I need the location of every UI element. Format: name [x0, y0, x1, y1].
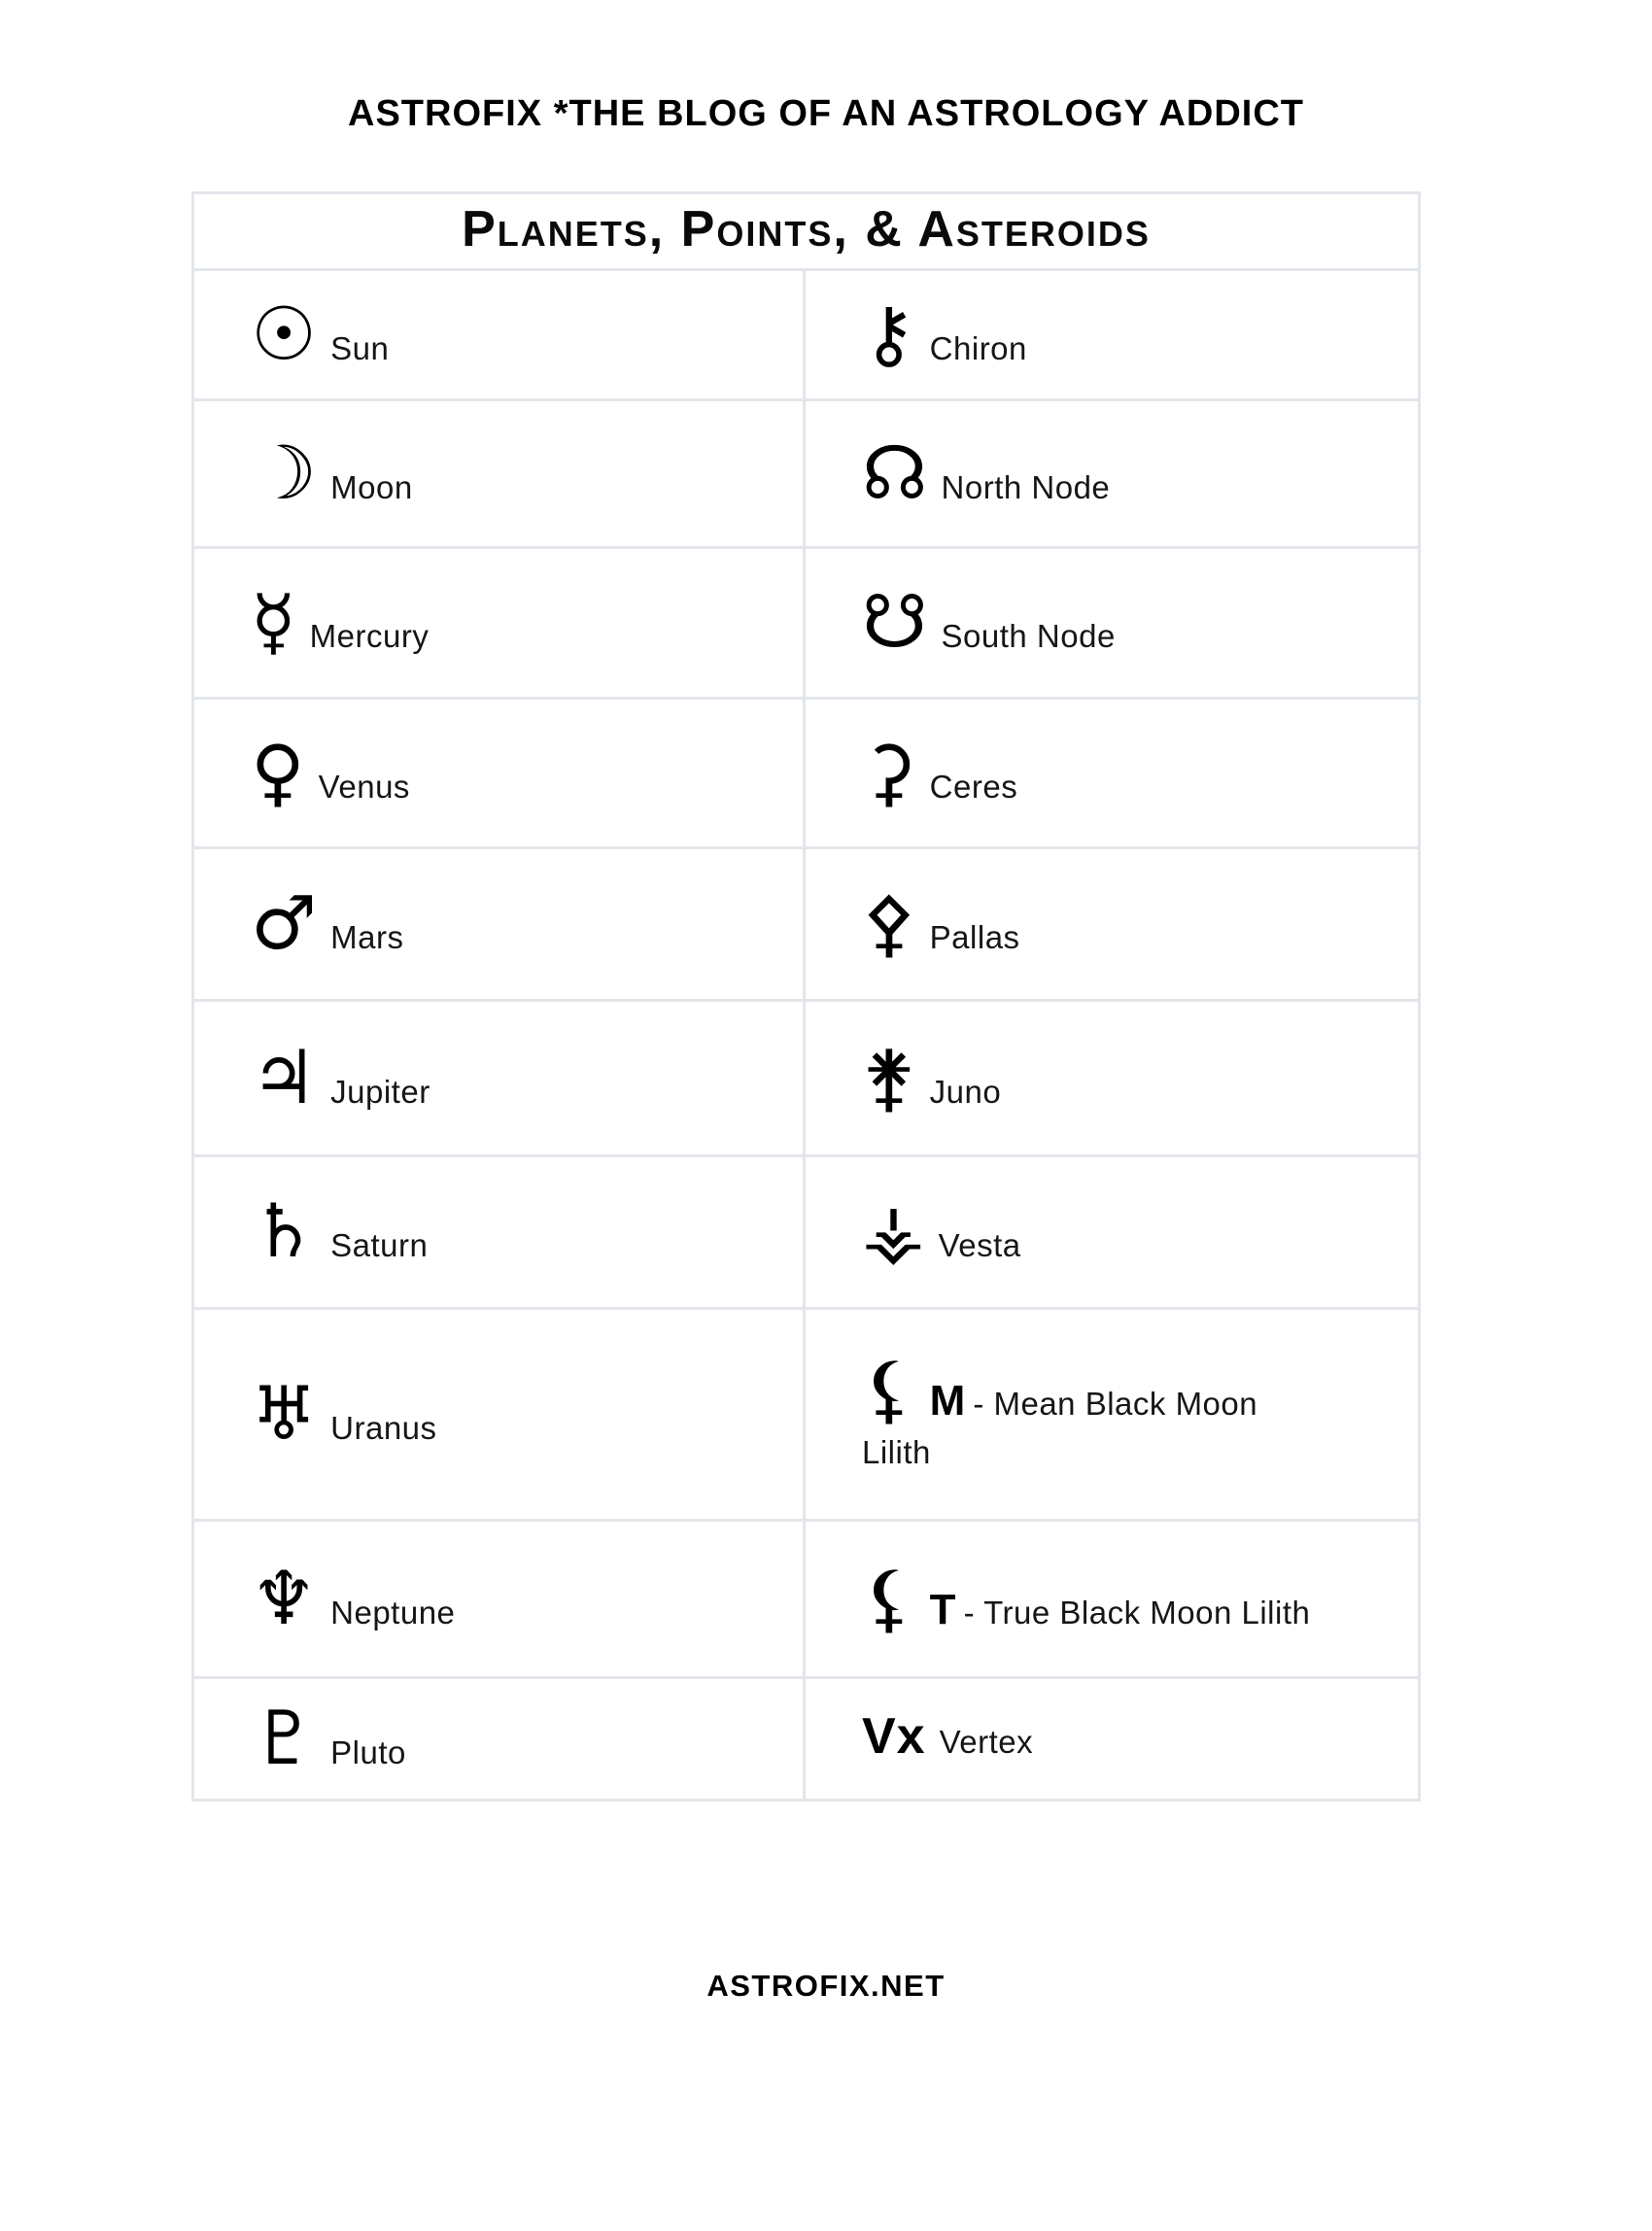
table-row: [194, 398, 1418, 546]
south-node-symbol: ☋: [862, 578, 928, 666]
pallas-symbol: ⚴: [862, 879, 916, 967]
cell-label: - True Black Moon Lilith: [963, 1594, 1311, 1630]
cell-label: Pluto: [330, 1733, 406, 1770]
cell-label: Chiron: [929, 329, 1027, 366]
cell-label: Ceres: [929, 768, 1018, 805]
cell-mercury: [194, 549, 806, 697]
ceres-symbol: ⚳: [862, 728, 916, 815]
page-header: ASTROFIX *THE BLOG OF AN ASTROLOGY ADDICT: [348, 93, 1304, 134]
cell-pallas: [806, 849, 1418, 999]
table-row: [194, 999, 1418, 1154]
cell-label: Venus: [318, 768, 410, 805]
cell-label: Sun: [330, 329, 390, 366]
neptune-symbol: ♆: [251, 1554, 318, 1641]
cell-uranus: [194, 1310, 806, 1519]
black-moon-lilith-symbol: ⚸: [862, 1554, 916, 1641]
cell-pluto: [194, 1679, 806, 1799]
cell-label: Moon: [330, 468, 413, 505]
cell-label: Mars: [330, 919, 404, 956]
cell-label: Uranus: [330, 1409, 437, 1446]
cell-saturn: [194, 1157, 806, 1307]
table-title-row: [194, 194, 1418, 268]
cell-label: Neptune: [330, 1594, 456, 1630]
black-moon-lilith-symbol: ⚸: [862, 1346, 916, 1432]
cell-jupiter: [194, 1002, 806, 1154]
cell-label: Vesta: [938, 1227, 1021, 1264]
cell-label: - Mean Black Moon Lilith: [862, 1386, 1258, 1470]
cell-label: Saturn: [330, 1227, 429, 1264]
table-row: [194, 1307, 1418, 1519]
table-row: [194, 1676, 1418, 1799]
cell-label: Pallas: [929, 919, 1020, 956]
moon-symbol: ☽: [251, 429, 318, 516]
cell-mean-black-moon-lilith: [806, 1310, 1418, 1519]
cell-label: Juno: [929, 1073, 1002, 1110]
saturn-symbol: ♄: [251, 1187, 318, 1275]
cell-true-black-moon-lilith: [806, 1522, 1418, 1676]
true-lilith-letter: T: [929, 1585, 956, 1633]
cell-sun: [194, 271, 806, 398]
cell-ceres: [806, 700, 1418, 846]
cell-vesta: [806, 1157, 1418, 1307]
juno-symbol: ⚵: [862, 1033, 916, 1120]
uranus-symbol: ♅: [251, 1369, 318, 1457]
cell-neptune: [194, 1522, 806, 1676]
cell-juno: [806, 1002, 1418, 1154]
mean-lilith-letter: M: [929, 1377, 966, 1424]
cell-label: Mercury: [309, 618, 430, 655]
north-node-symbol: ☊: [862, 429, 928, 516]
table-row: [194, 546, 1418, 697]
jupiter-symbol: ♃: [251, 1033, 318, 1120]
planets-points-asteroids-table: [191, 191, 1421, 1802]
pluto-symbol: ♇: [251, 1694, 318, 1781]
chiron-symbol: ⚷: [862, 290, 916, 377]
table-row: [194, 1154, 1418, 1307]
vesta-symbol: ⚶: [862, 1187, 925, 1275]
mars-symbol: ♂: [251, 879, 318, 967]
cell-mars: [194, 849, 806, 999]
table-row: [194, 846, 1418, 999]
table-row: [194, 697, 1418, 846]
sun-symbol: ☉: [251, 290, 318, 377]
table-row: [194, 1519, 1418, 1676]
cell-chiron: [806, 271, 1418, 398]
venus-symbol: ♀: [251, 728, 305, 815]
cell-label: Vertex: [939, 1724, 1034, 1761]
cell-vertex: [806, 1679, 1418, 1799]
table-row: [194, 268, 1418, 398]
cell-label: South Node: [941, 618, 1116, 655]
cell-venus: [194, 700, 806, 846]
table-title: Planets, Points, & Asteroids: [462, 201, 1151, 257]
cell-north-node: [806, 401, 1418, 546]
page-footer: ASTROFIX.NET: [706, 1969, 946, 2003]
cell-moon: [194, 401, 806, 546]
cell-label: Jupiter: [330, 1073, 430, 1110]
mercury-symbol: ☿: [251, 578, 296, 666]
cell-south-node: [806, 549, 1418, 697]
cell-label: North Node: [941, 468, 1111, 505]
vertex-symbol: Vx: [862, 1708, 926, 1766]
